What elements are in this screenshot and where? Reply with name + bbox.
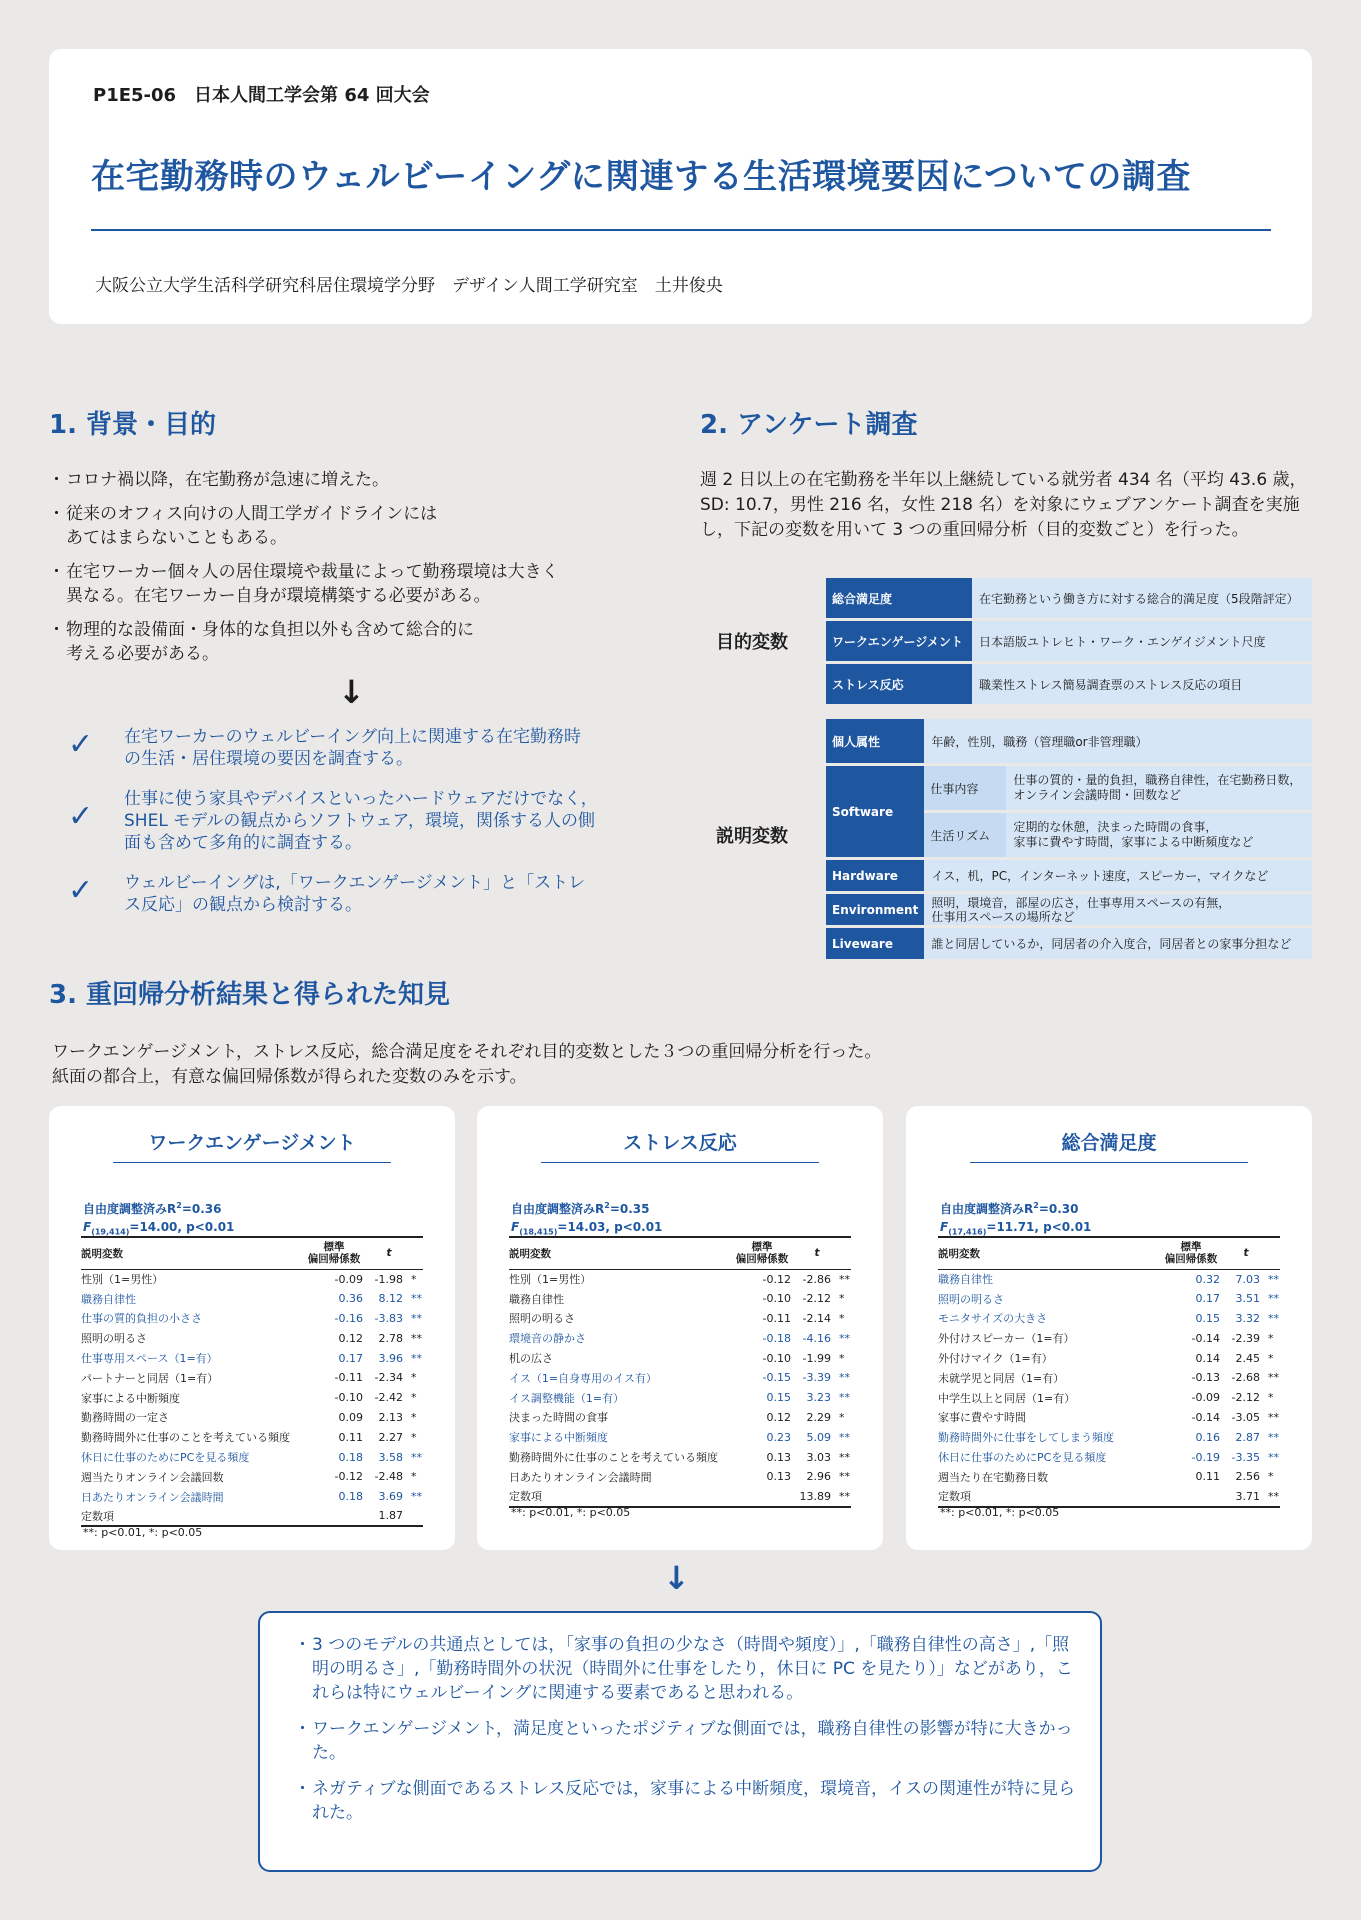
down-arrow-icon: ↓ [338, 673, 365, 711]
cell-b: 0.12 [766, 1410, 791, 1424]
cell-t: -2.34 [374, 1371, 403, 1385]
cell-t: 2.96 [806, 1470, 831, 1484]
cell-s: ** [839, 1391, 850, 1405]
cell-b: 0.14 [1195, 1351, 1220, 1365]
cell-t: -1.98 [374, 1272, 403, 1286]
cell-v: 勤務時間外に仕事のことを考えている頻度 [81, 1431, 290, 1445]
cell-v: 週当たりオンライン会議回数 [81, 1470, 224, 1484]
table-header [81, 1237, 423, 1269]
cell-v: 家事による中断頻度 [81, 1391, 180, 1405]
table-row [81, 1447, 423, 1467]
header-t: t [1226, 1237, 1266, 1269]
variable-subcategory: 仕事内容 [924, 766, 1006, 810]
cell-b: -0.14 [1191, 1331, 1220, 1345]
cell-s: ** [411, 1311, 422, 1325]
cell-v: 休日に仕事のためにPCを見る頻度 [938, 1451, 1107, 1465]
cell-s: ** [1266, 1487, 1280, 1507]
model-stats: 自由度調整済み$R^2=0.35$ $F_{(18,415)}=14.03$, p<0.01 [511, 1201, 663, 1237]
cell-v: 未就学児と同居（1=有） [938, 1371, 1065, 1385]
table-row [509, 1289, 851, 1309]
cell-b: -0.18 [762, 1331, 791, 1345]
check-icon: ✓ [68, 799, 94, 834]
cell-v: 家事による中断頻度 [509, 1431, 608, 1445]
cell-b: 0.09 [338, 1410, 363, 1424]
cell-t: 3.32 [1235, 1311, 1260, 1325]
result-card-satisfaction [906, 1106, 1312, 1550]
table-row [81, 1328, 423, 1348]
table-row [81, 1368, 423, 1388]
cell-b: 0.13 [766, 1470, 791, 1484]
table-row [938, 1289, 1280, 1309]
objective-row [826, 664, 1312, 704]
table-row [938, 1348, 1280, 1368]
card-title: ストレス反応 [623, 1132, 737, 1154]
variable-desc: 仕事の質的・量的負担，職務自律性，在宅勤務日数， オンライン会議時間・回数など [1006, 766, 1312, 810]
purpose-item: ✓ 仕事に使う家具やデバイスといったハードウェアだけでなく， SHEL モデルの観点からソフトウェア，環境，関係する人の側 面も含めて多角的に調査する。 [68, 789, 598, 853]
table-row [938, 1368, 1280, 1388]
cell-s: ** [1268, 1311, 1279, 1325]
table-row [81, 1348, 423, 1368]
variable-desc: 日本語版ユトレヒト・ワーク・エンゲイジメント尺度 [972, 621, 1312, 661]
cell-t: -2.12 [1231, 1391, 1260, 1405]
cell-v: 仕事の質的負担の小ささ [81, 1312, 202, 1326]
cell-s: * [411, 1410, 417, 1424]
table-row [81, 1388, 423, 1408]
table-row [81, 1289, 423, 1309]
cell-t: 2.56 [1235, 1470, 1260, 1484]
cell-v: 勤務時間外に仕事をしてしまう頻度 [938, 1431, 1114, 1445]
significance-note: **: p<0.01, *: p<0.05 [940, 1506, 1060, 1519]
variable-name: Liveware [826, 928, 924, 959]
cell-t: 2.87 [1235, 1430, 1260, 1444]
cell-v: イス調整機能（1=有） [509, 1391, 625, 1405]
explanatory-row [826, 719, 1312, 763]
cell-v: 照明の明るさ [81, 1332, 147, 1346]
explanatory-row [826, 928, 1312, 959]
results-description: ワークエンゲージメント，ストレス反応，総合満足度をそれぞれ目的変数とした３つの重回帰分析を行った。 紙面の都合上，有意な偏回帰係数が得られた変数のみを示す。 [52, 1042, 882, 1087]
variable-name: 総合満足度 [826, 578, 972, 618]
cell-v: 勤務時間の一定さ [81, 1411, 169, 1425]
cell-t: -3.05 [1231, 1410, 1260, 1424]
title-divider [91, 229, 1271, 231]
variable-name: 個人属性 [826, 719, 924, 763]
explanatory-variables-table [826, 716, 1312, 962]
table-row [938, 1388, 1280, 1408]
cell-v: 照明の明るさ [509, 1312, 575, 1326]
cell-b: -0.12 [334, 1470, 363, 1484]
cell-b: -0.10 [762, 1351, 791, 1365]
card-divider [970, 1162, 1248, 1163]
header-beta: 標準 偏回帰係数 [299, 1237, 369, 1269]
model-stats: 自由度調整済み$R^2=0.36$ $F_{(19,414)}=14.00$, p<0.01 [83, 1201, 235, 1237]
cell-s: ** [839, 1430, 850, 1444]
table-row [509, 1368, 851, 1388]
cell-v: 照明の明るさ [938, 1292, 1004, 1306]
cell-s: * [411, 1391, 417, 1405]
cell-s: ** [839, 1272, 850, 1286]
objective-variables-label: 目的変数 [716, 632, 788, 653]
poster-author: 大阪公立大学生活科学研究科居住環境学分野 デザイン人間工学研究室 土井俊央 [95, 276, 723, 296]
cell-b: -0.11 [334, 1371, 363, 1385]
cell-b: -0.16 [334, 1311, 363, 1325]
cell-b [727, 1487, 797, 1507]
variable-desc: イス，机，PC，インターネット速度，スピーカー，マイクなど [924, 860, 1312, 891]
cell-t: -2.42 [374, 1391, 403, 1405]
cell-s: ** [839, 1470, 850, 1484]
cell-b: -0.09 [1191, 1391, 1220, 1405]
cell-s: ** [411, 1292, 422, 1306]
section1-title: 1. 背景・目的 [49, 410, 217, 440]
cell-s: * [411, 1371, 417, 1385]
purpose-item: ✓ ウェルビーイングは,「ワークエンゲージメント」と「ストレ ス反応」の観点から検討する。 [68, 873, 586, 915]
cell-t: 3.71 [1226, 1487, 1266, 1507]
cell-t: -4.16 [802, 1331, 831, 1345]
table-row [509, 1328, 851, 1348]
cell-v: 中学生以上と同居（1=有） [938, 1391, 1076, 1405]
cell-b [1156, 1487, 1226, 1507]
cell-b [299, 1507, 369, 1527]
table-row [509, 1427, 851, 1447]
cell-t: 3.23 [806, 1391, 831, 1405]
result-card-stress [477, 1106, 883, 1550]
background-bullets [50, 468, 650, 676]
variable-desc: 在宅勤務という働き方に対する総合的満足度（5段階評定） [972, 578, 1312, 618]
cell-v: 決まった時間の食事 [509, 1411, 608, 1425]
cell-b: -0.14 [1191, 1410, 1220, 1424]
table-row [938, 1328, 1280, 1348]
table-row [509, 1467, 851, 1487]
explanatory-row [826, 766, 1312, 810]
variable-desc: 職業性ストレス簡易調査票のストレス反応の項目 [972, 664, 1312, 704]
cell-b: -0.09 [334, 1272, 363, 1286]
table-row [509, 1309, 851, 1329]
cell-b: -0.15 [762, 1371, 791, 1385]
header-variable: 説明変数 [81, 1237, 299, 1269]
objective-row [826, 621, 1312, 661]
cell-s: ** [839, 1371, 850, 1385]
cell-v: モニタサイズの大きさ [938, 1312, 1048, 1326]
cell-s [409, 1507, 423, 1527]
result-card-engagement [49, 1106, 455, 1550]
cell-v: 勤務時間外に仕事のことを考えている頻度 [509, 1451, 718, 1465]
cell-t: -3.39 [802, 1371, 831, 1385]
table-row [81, 1309, 423, 1329]
cell-t: 3.96 [378, 1351, 403, 1365]
regression-table [509, 1236, 851, 1508]
cell-t: -1.99 [802, 1351, 831, 1365]
table-row [938, 1447, 1280, 1467]
cell-v: 性別（1=男性） [509, 1273, 592, 1287]
cell-t: -2.48 [374, 1470, 403, 1484]
background-bullet: ・ 従来のオフィス向けの人間工学ガイドラインには あてはまらないこともある。 [50, 502, 650, 550]
background-bullet: ・ 在宅ワーカー個々人の居住環境や裁量によって勤務環境は大きく 異なる。在宅ワーカー自身が環境構築する必要がある。 [50, 560, 650, 608]
purpose-item: ✓ 在宅ワーカーのウェルビーイング向上に関連する在宅勤務時 の生活・居住環境の要因を調査する。 [68, 727, 581, 769]
header-beta: 標準 偏回帰係数 [1156, 1237, 1226, 1269]
cell-t: -2.86 [802, 1272, 831, 1286]
down-arrow-icon: ↓ [663, 1559, 690, 1597]
cell-s: * [411, 1470, 417, 1484]
header-t: t [797, 1237, 837, 1269]
cell-b: 0.13 [766, 1450, 791, 1464]
poster-code: P1E5-06 日本人間工学会第 64 回大会 [93, 85, 430, 106]
conclusion-item: ・ ワークエンゲージメント，満足度といったポジティブな側面では，職務自律性の影響が特に大きかった。 [296, 1717, 1076, 1765]
cell-s: * [839, 1311, 845, 1325]
check-icon: ✓ [68, 727, 94, 762]
cell-b: -0.11 [762, 1311, 791, 1325]
table-row [938, 1427, 1280, 1447]
table-row [81, 1269, 423, 1289]
section2-title: 2. アンケート調査 [700, 410, 918, 440]
cell-b: 0.11 [338, 1430, 363, 1444]
cell-b: 0.11 [1195, 1470, 1220, 1484]
objective-variables-table [826, 575, 1312, 707]
cell-s: ** [411, 1331, 422, 1345]
header-card [49, 49, 1312, 324]
regression-table [938, 1236, 1280, 1508]
cell-t: 3.03 [806, 1450, 831, 1464]
conclusion-item: ・ ネガティブな側面であるストレス反応では，家事による中断頻度，環境音，イスの関連性が特に見られた。 [296, 1777, 1076, 1825]
cell-v: 家事に費やす時間 [938, 1411, 1026, 1425]
cell-s: ** [839, 1331, 850, 1345]
purpose-checklist [64, 726, 664, 934]
cell-s: * [1268, 1391, 1274, 1405]
cell-s: ** [1268, 1450, 1279, 1464]
cell-t: 8.12 [378, 1292, 403, 1306]
cell-t: 3.69 [378, 1490, 403, 1504]
cell-t: -2.68 [1231, 1371, 1260, 1385]
cell-t: 3.58 [378, 1450, 403, 1464]
table-row [938, 1408, 1280, 1428]
regression-table [81, 1236, 423, 1527]
cell-v: 性別（1=男性） [81, 1273, 164, 1287]
variable-name: ワークエンゲージメント [826, 621, 972, 661]
card-title: ワークエンゲージメント [148, 1132, 356, 1154]
cell-t: -3.35 [1231, 1450, 1260, 1464]
variable-desc: 誰と同居しているか，同居者の介入度合，同居者との家事分担など [924, 928, 1312, 959]
section3-title: 3. 重回帰分析結果と得られた知見 [49, 980, 451, 1010]
variable-name: Software [826, 766, 924, 857]
card-divider [541, 1162, 819, 1163]
cell-b: 0.15 [1195, 1311, 1220, 1325]
variable-subcategory: 生活リズム [924, 813, 1006, 857]
cell-s: ** [411, 1351, 422, 1365]
cell-t: 2.27 [378, 1430, 403, 1444]
explanatory-row [826, 894, 1312, 925]
background-bullet: ・ コロナ禍以降，在宅勤務が急速に増えた。 [50, 468, 650, 492]
cell-v: 仕事専用スペース（1=有） [81, 1352, 218, 1366]
cell-t: -2.14 [802, 1311, 831, 1325]
cell-v: 週当たり在宅勤務日数 [938, 1470, 1048, 1484]
cell-b: 0.15 [766, 1391, 791, 1405]
cell-v: 職務自律性 [509, 1292, 564, 1306]
cell-s: * [839, 1292, 845, 1306]
cell-t: -3.83 [374, 1311, 403, 1325]
table-row [938, 1269, 1280, 1289]
explanatory-row [826, 860, 1312, 891]
cell-s: * [411, 1430, 417, 1444]
table-row [509, 1408, 851, 1428]
cell-s: ** [839, 1450, 850, 1464]
cell-s: ** [411, 1490, 422, 1504]
cell-s: ** [1268, 1430, 1279, 1444]
table-row [509, 1487, 851, 1507]
explanatory-variables-label: 説明変数 [716, 826, 788, 847]
table-row [81, 1487, 423, 1507]
cell-v: 職務自律性 [938, 1273, 993, 1287]
header-variable: 説明変数 [509, 1237, 727, 1269]
cell-s: * [1268, 1331, 1274, 1345]
cell-t: 3.51 [1235, 1292, 1260, 1306]
cell-v: 定数項 [938, 1487, 1156, 1507]
table-row [81, 1427, 423, 1447]
cell-b: -0.19 [1191, 1450, 1220, 1464]
model-stats: 自由度調整済み$R^2=0.30$ $F_{(17,416)}=11.71$, p<0.01 [940, 1201, 1092, 1237]
table-row [509, 1447, 851, 1467]
cell-t: 2.13 [378, 1410, 403, 1424]
cell-b: 0.36 [338, 1292, 363, 1306]
table-header [938, 1237, 1280, 1269]
cell-s: * [1268, 1351, 1274, 1365]
header-t: t [369, 1237, 409, 1269]
cell-v: 外付けマイク（1=有） [938, 1352, 1053, 1366]
cell-b: -0.13 [1191, 1371, 1220, 1385]
cell-t: -2.12 [802, 1292, 831, 1306]
check-icon: ✓ [68, 873, 94, 908]
cell-b: 0.18 [338, 1490, 363, 1504]
background-bullet: ・ 物理的な設備面・身体的な負担以外も含めて総合的に 考える必要がある。 [50, 618, 650, 666]
cell-b: 0.17 [1195, 1292, 1220, 1306]
cell-s: ** [1268, 1371, 1279, 1385]
cell-b: -0.10 [762, 1292, 791, 1306]
variable-desc: 定期的な休憩，決まった時間の食事， 家事に費やす時間，家事による中断頻度など [1006, 813, 1312, 857]
cell-b: 0.12 [338, 1331, 363, 1345]
significance-note: **: p<0.01, *: p<0.05 [511, 1506, 631, 1519]
conclusion-item: ・ 3 つのモデルの共通点としては，「家事の負担の少なさ（時間や頻度）」,「職務自律性の高さ」,「照明の明るさ」,「勤務時間外の状況（時間外に仕事をしたり，休日に PC を見たり）」などがあり，これらは特にウェルビーイングに関連する要素であると思われる。 [296, 1633, 1076, 1705]
variable-name: Environment [826, 894, 924, 925]
variable-name: Hardware [826, 860, 924, 891]
table-row [81, 1408, 423, 1428]
cell-b: 0.17 [338, 1351, 363, 1365]
table-row [938, 1309, 1280, 1329]
cell-s: * [839, 1351, 845, 1365]
cell-b: 0.23 [766, 1430, 791, 1444]
cell-t: 2.78 [378, 1331, 403, 1345]
cell-v: 机の広さ [509, 1352, 553, 1366]
objective-row [826, 578, 1312, 618]
cell-b: 0.16 [1195, 1430, 1220, 1444]
cell-b: -0.12 [762, 1272, 791, 1286]
table-row [938, 1487, 1280, 1507]
cell-t: 2.29 [806, 1410, 831, 1424]
table-row [81, 1507, 423, 1527]
cell-s: ** [1268, 1410, 1279, 1424]
cell-v: 定数項 [509, 1487, 727, 1507]
cell-t: 2.45 [1235, 1351, 1260, 1365]
table-row [509, 1269, 851, 1289]
header-sig [1266, 1237, 1280, 1269]
cell-v: 定数項 [81, 1507, 299, 1527]
cell-v: 日あたりオンライン会議時間 [81, 1490, 224, 1504]
conclusion-box [258, 1611, 1102, 1872]
cell-s: * [839, 1410, 845, 1424]
cell-s: ** [837, 1487, 851, 1507]
cell-s: ** [411, 1450, 422, 1464]
cell-s: * [1268, 1470, 1274, 1484]
table-row [509, 1388, 851, 1408]
variable-name: ストレス反応 [826, 664, 972, 704]
cell-v: イス（1=自身専用のイス有） [509, 1371, 657, 1385]
cell-s: * [411, 1272, 417, 1286]
cell-s: ** [1268, 1272, 1279, 1286]
cell-s: ** [1268, 1292, 1279, 1306]
cell-v: 日あたりオンライン会議時間 [509, 1470, 652, 1484]
cell-v: 環境音の静かさ [509, 1332, 586, 1346]
cell-v: パートナーと同居（1=有） [81, 1371, 219, 1385]
variable-desc: 照明，環境音，部屋の広さ，仕事専用スペースの有無， 仕事用スペースの場所など [924, 894, 1312, 925]
header-sig [837, 1237, 851, 1269]
table-row [938, 1467, 1280, 1487]
table-row [81, 1467, 423, 1487]
header-variable: 説明変数 [938, 1237, 1156, 1269]
cell-t: -2.39 [1231, 1331, 1260, 1345]
cell-b: -0.10 [334, 1391, 363, 1405]
table-row [509, 1348, 851, 1368]
survey-description: 週 2 日以上の在宅勤務を半年以上継続している就労者 434 名（平均 43.6 歳，SD: 10.7，男性 216 名，女性 218 名）を対象にウェブアンケート調査を実施し，下記の変数を用いて 3 つの重回帰分析（目的変数ごと）を行った。 [700, 470, 1307, 540]
cell-b: 0.18 [338, 1450, 363, 1464]
cell-t: 5.09 [806, 1430, 831, 1444]
cell-v: 外付けスピーカー（1=有） [938, 1332, 1075, 1346]
card-title: 総合満足度 [1061, 1132, 1157, 1154]
card-divider [113, 1162, 391, 1163]
table-header [509, 1237, 851, 1269]
cell-t: 1.87 [369, 1507, 409, 1527]
significance-note: **: p<0.01, *: p<0.05 [83, 1526, 203, 1539]
cell-v: 休日に仕事のためにPCを見る頻度 [81, 1451, 250, 1465]
header-sig [409, 1237, 423, 1269]
cell-v: 職務自律性 [81, 1292, 136, 1306]
cell-t: 7.03 [1235, 1272, 1260, 1286]
cell-t: 13.89 [797, 1487, 837, 1507]
poster-title: 在宅勤務時のウェルビーイングに関連する生活環境要因についての調査 [91, 157, 1191, 197]
variable-desc: 年齢，性別，職務（管理職or非管理職） [924, 719, 1312, 763]
header-beta: 標準 偏回帰係数 [727, 1237, 797, 1269]
cell-b: 0.32 [1195, 1272, 1220, 1286]
